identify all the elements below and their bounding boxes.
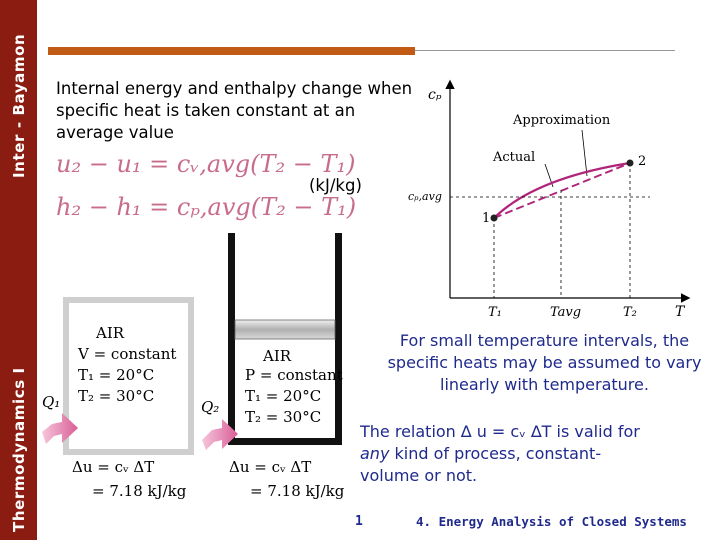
piston-du-formula: Δu = cᵥ ΔT (229, 458, 312, 476)
tank-condition-volume: V = constant (78, 345, 177, 363)
tank-gas-label: AIR (96, 324, 125, 342)
sidebar-course-label: Inter - Bayamon (10, 33, 28, 178)
tank-du-result: = 7.18 kJ/kg (92, 482, 187, 500)
piston-condition-pressure: P = constant (245, 366, 343, 384)
piston-gas-label: AIR (263, 347, 292, 365)
tank-initial-temperature: T₁ = 20°C (78, 366, 155, 384)
cp-vs-t-graph (408, 82, 688, 320)
state-point-2 (627, 160, 634, 167)
rigid-tank-figure (42, 300, 191, 500)
tank-du-formula: Δu = cᵥ ΔT (72, 458, 155, 476)
approximation-line (494, 163, 630, 218)
approximation-label: Approximation (513, 113, 611, 128)
tank-heat-label: Q₁ (42, 393, 61, 411)
units-label: (kJ/kg) (309, 176, 362, 195)
relation-note-middle: is valid for (551, 422, 640, 441)
relation-note-emphasis: any (360, 444, 390, 463)
footer-chapter-title: 4. Energy Analysis of Closed Systems (416, 514, 687, 529)
cylinder-right-wall (335, 233, 342, 445)
piston-du-result: = 7.18 kJ/kg (250, 482, 345, 500)
point-2-label: 2 (638, 154, 647, 169)
internal-energy-equation: u₂ − u₁ = cᵥ,avg(T₂ − T₁) (56, 150, 356, 178)
relation-note-suffix: kind of process, constant-volume or not. (360, 444, 602, 485)
piston (235, 320, 335, 339)
cp-avg-label: cₚ,avg (408, 190, 442, 203)
piston-heat-label: Q₂ (201, 398, 220, 416)
piston-initial-temperature: T₁ = 20°C (245, 387, 322, 405)
slide-title: Internal energy and enthalpy change when specific heat is taken constant at an average value (56, 79, 413, 142)
graph-y-label: cₚ (428, 87, 442, 103)
relation-note-prefix: The relation (360, 422, 461, 441)
relation-note-formula: ∆ u = cᵥ ∆T (460, 422, 552, 441)
point-1-label: 1 (482, 211, 491, 226)
actual-label: Actual (493, 150, 536, 165)
piston-final-temperature: T₂ = 30°C (245, 408, 322, 426)
approximation-leader-line (582, 130, 587, 176)
graph-x-label: T (675, 304, 685, 320)
cylinder-left-wall (228, 233, 235, 445)
enthalpy-equation: h₂ − h₁ = cₚ,avg(T₂ − T₁) (56, 193, 357, 221)
sidebar-subject-label: Thermodynamics I (10, 367, 28, 532)
relation-validity-note (360, 421, 650, 487)
state-point-1 (491, 215, 498, 222)
t2-tick-label: T₂ (623, 305, 637, 320)
tank-final-temperature: T₂ = 30°C (78, 387, 155, 405)
piston-cylinder-figure (201, 233, 345, 500)
t1-tick-label: T₁ (488, 305, 502, 320)
tavg-tick-label: Tavg (550, 305, 582, 320)
footer-page-number: 1 (355, 514, 363, 529)
linear-variation-note: For small temperature intervals, the specific heats may be assumed to vary linearly with temperature. (387, 331, 702, 394)
cylinder-bottom-wall (228, 438, 342, 445)
